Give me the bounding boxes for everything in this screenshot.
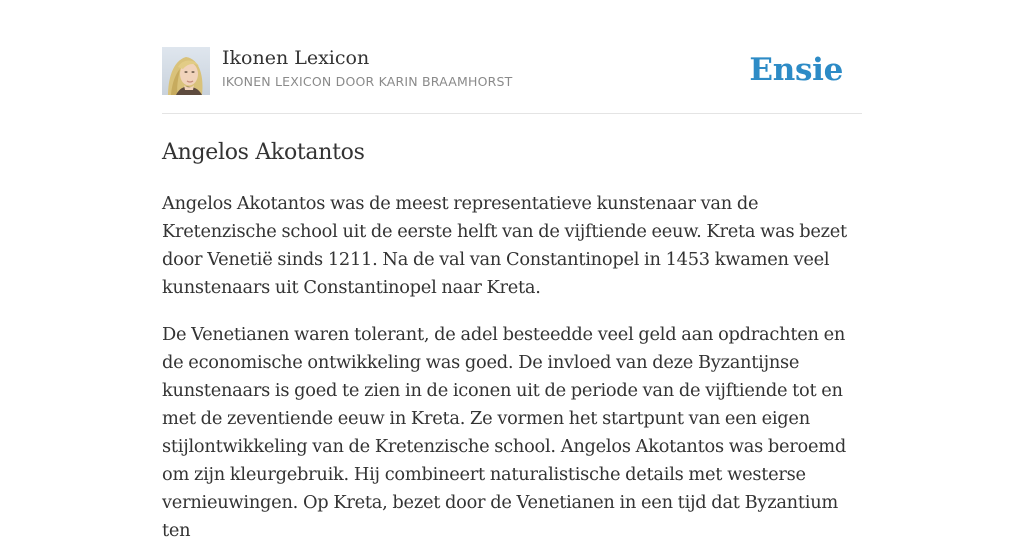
page — [162, 0, 862, 545]
author-portrait-icon — [162, 47, 210, 95]
lexicon-subtitle: IKONEN LEXICON DOOR KARIN BRAAMHORST — [222, 74, 513, 89]
avatar[interactable] — [162, 47, 210, 95]
lexicon-title-link[interactable]: Ikonen Lexicon — [222, 47, 370, 69]
ensie-logo-link[interactable]: Ensie — [749, 52, 843, 88]
article-paragraph: De Venetianen waren tolerant, de adel besteedde veel geld aan opdrachten en de economische ontwikkeling was goed. De invloed van deze Byzantijnse kunstenaars is goed te zien in de iconen uit de periode van de vijftiende tot en met de zeventiende eeuw in Kreta. Ze vormen het startpunt van een eigen stijlontwikkeling van de Kretenzische school. Angelos Akotantos was beroemd om zijn kleurgebruik. Hij combineert naturalistische details met westerse vernieuwingen. Op Kreta, bezet door de Venetianen in een tijd dat Byzantium ten — [162, 324, 846, 541]
article-body — [162, 190, 862, 545]
article-title: Angelos Akotantos — [162, 140, 365, 165]
article-paragraph: Angelos Akotantos was de meest representatieve kunstenaar van de Kretenzische school uit de eerste helft van de vijftiende eeuw. Kreta was bezet door Venetië sinds 1211. Na de val van Constantinopel in 1453 kwamen veel kunstenaars uit Constantinopel naar Kreta. — [162, 193, 847, 298]
lexicon-header — [162, 46, 862, 114]
